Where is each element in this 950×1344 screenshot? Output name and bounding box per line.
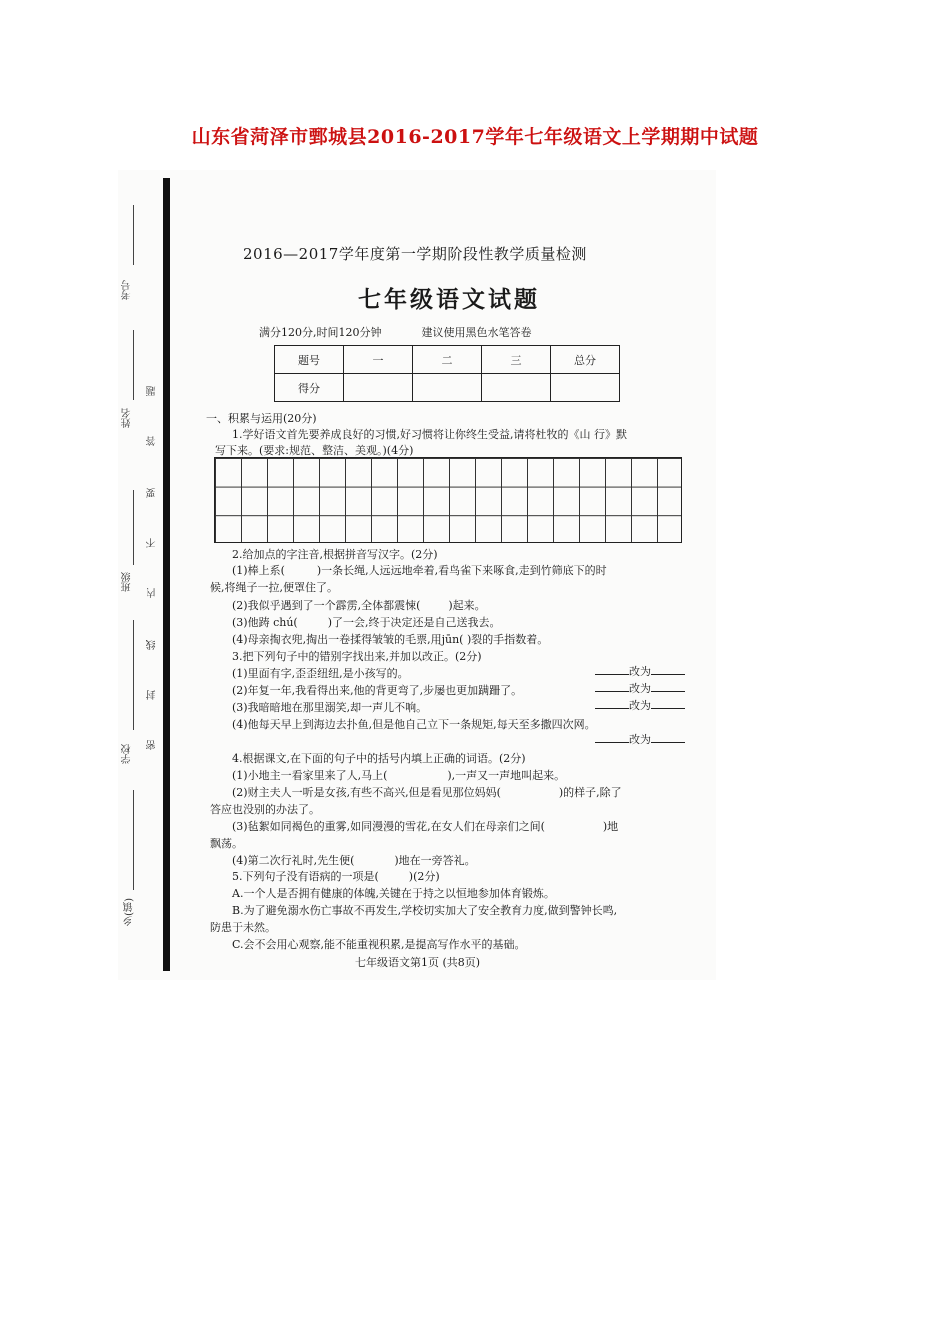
correction-label: 改为: [629, 665, 651, 678]
question-4-2-cont: 答应也没别的办法了。: [210, 803, 320, 816]
name-label: 姓名: [122, 408, 133, 428]
score-cell: 题号: [275, 346, 344, 374]
binding-char: 封: [147, 690, 158, 700]
question-4-3: [232, 818, 618, 834]
score-cell[interactable]: [482, 374, 551, 402]
question-text: )的样子,除了: [558, 786, 622, 799]
binding-char: 不: [147, 538, 158, 548]
question-text: )了一会,终于决定还是自己送我去。: [327, 616, 501, 629]
score-table-row: [275, 346, 620, 374]
option-a: A.一个人是否拥有健康的体魄,关键在于持之以恒地参加体育锻炼。: [232, 887, 555, 900]
document-title: 山东省菏泽市鄄城县2016-2017学年七年级语文上学期期中试题: [191, 126, 759, 148]
question-text: )一条长绳,人远远地牵着,看鸟雀下来啄食,走到竹筛底下的时: [316, 564, 607, 577]
question-4: 4.根据课文,在下面的句子中的括号内填上正确的词语。(2分): [232, 752, 526, 765]
correction-blank[interactable]: [595, 680, 685, 696]
correction-blank[interactable]: [595, 697, 685, 713]
binding-char: 答: [147, 436, 158, 446]
score-cell: 总分: [551, 346, 620, 374]
option-c: C.会不会用心观察,能不能重视积累,是提高写作水平的基础。: [232, 938, 526, 951]
question-text: 5.下列句子没有语病的一项是(: [232, 870, 379, 883]
question-1-line1: 1.学好语文首先要养成良好的习惯,好习惯将让你终生受益,请将杜牧的《山 行》默: [232, 428, 627, 441]
question-4-1: [232, 767, 565, 783]
question-text: ),一声又一声地叫起来。: [447, 769, 566, 782]
exam-header: 2016—2017学年度第一学期阶段性教学质量检测: [243, 245, 587, 263]
question-3-4: (4)他每天早上到海边去扑鱼,但是他自己立下一条规矩,每天至多撒四次网。: [232, 718, 596, 731]
score-cell: 得分: [275, 374, 344, 402]
score-time-info: 满分120分,时间120分钟: [259, 326, 382, 339]
class-label: 班级: [122, 572, 133, 592]
correction-label: 改为: [629, 682, 651, 695]
score-cell: 三: [482, 346, 551, 374]
binding-char: 题: [147, 386, 158, 396]
option-b: B.为了避免溺水伤亡事故不再发生,学校切实加大了安全教育力度,做到警钟长鸣,: [232, 904, 618, 917]
class-line: [133, 490, 134, 565]
exam-subject-title: 七年级语文试题: [358, 286, 540, 313]
question-4-2: [232, 784, 622, 800]
exam-no-label: 考号: [122, 280, 133, 300]
score-table: [274, 345, 620, 402]
question-text: (1)棒上系(: [232, 564, 285, 577]
correction-label: 改为: [629, 733, 651, 746]
question-2-4: (4)母亲掏衣兜,掏出一卷揉得皱皱的毛票,用jūn( )裂的手指数着。: [232, 633, 549, 646]
name-line: [133, 330, 134, 400]
binding-char: 密: [147, 740, 158, 750]
question-text: (4)第二次行礼时,先生便(: [232, 854, 355, 867]
town-line: [133, 790, 134, 890]
question-3: 3.把下列句子中的错别字找出来,并加以改正。(2分): [232, 650, 482, 663]
correction-blank[interactable]: [595, 731, 685, 747]
question-text: )起来。: [448, 599, 486, 612]
writing-grid[interactable]: [214, 457, 682, 543]
score-cell: 一: [344, 346, 413, 374]
correction-blank[interactable]: [595, 663, 685, 679]
town-label: 乡(镇): [124, 898, 135, 926]
question-5: [232, 868, 440, 884]
school-label: 学校: [122, 744, 133, 764]
score-cell[interactable]: [551, 374, 620, 402]
question-4-4: [232, 852, 476, 868]
binding-char: 要: [147, 488, 158, 498]
question-text: (3)毡絮如同褐色的重雾,如同漫漫的雪花,在女人们在母亲们之间(: [232, 820, 545, 833]
option-b-cont: 防患于未然。: [210, 921, 276, 934]
question-text: (2)我似乎遇到了一个霹雳,全体都震悚(: [232, 599, 421, 612]
section-heading: 一、积累与运用(20分): [206, 412, 317, 425]
question-text: )地在一旁答礼。: [394, 854, 476, 867]
question-text: )(2分): [408, 870, 440, 883]
question-2-1-cont: 候,将绳子一拉,便罩住了。: [210, 581, 338, 594]
question-2-3: [232, 614, 501, 630]
page-footer: 七年级语文第1页 (共8页): [355, 956, 481, 969]
question-2: 2.给加点的字注音,根据拼音写汉字。(2分): [232, 548, 438, 561]
binding-char: 内: [147, 588, 158, 598]
binding-bar: [163, 178, 170, 971]
correction-label: 改为: [629, 699, 651, 712]
binding-char: 线: [147, 640, 158, 650]
exam-info: [259, 324, 532, 340]
school-line: [133, 620, 134, 730]
question-3-3: (3)我暗暗地在那里溺笑,却一声儿不响。: [232, 701, 428, 714]
score-cell[interactable]: [344, 374, 413, 402]
question-text: (1)小地主一看家里来了人,马上(: [232, 769, 388, 782]
question-3-2: (2)年复一年,我看得出来,他的背更弯了,步屡也更加蹒跚了。: [232, 684, 523, 697]
question-text: (2)财主夫人一听是女孩,有些不高兴,但是看见那位妈妈(: [232, 786, 501, 799]
score-cell[interactable]: [413, 374, 482, 402]
exam-no-line: [133, 205, 134, 265]
question-2-1: [232, 562, 607, 578]
pen-advice: 建议使用黑色水笔答卷: [421, 326, 532, 339]
score-cell: 二: [413, 346, 482, 374]
question-1-line2: 写下来。(要求:规范、整洁、美观。)(4分): [215, 444, 414, 457]
question-text: )地: [602, 820, 619, 833]
score-table-row: [275, 374, 620, 402]
question-4-3-cont: 飘荡。: [210, 837, 243, 850]
question-3-1: (1)里面有字,歪歪纽纽,是小孩写的。: [232, 667, 409, 680]
question-2-2: [232, 597, 486, 613]
question-text: (3)他踌 chú(: [232, 616, 298, 629]
